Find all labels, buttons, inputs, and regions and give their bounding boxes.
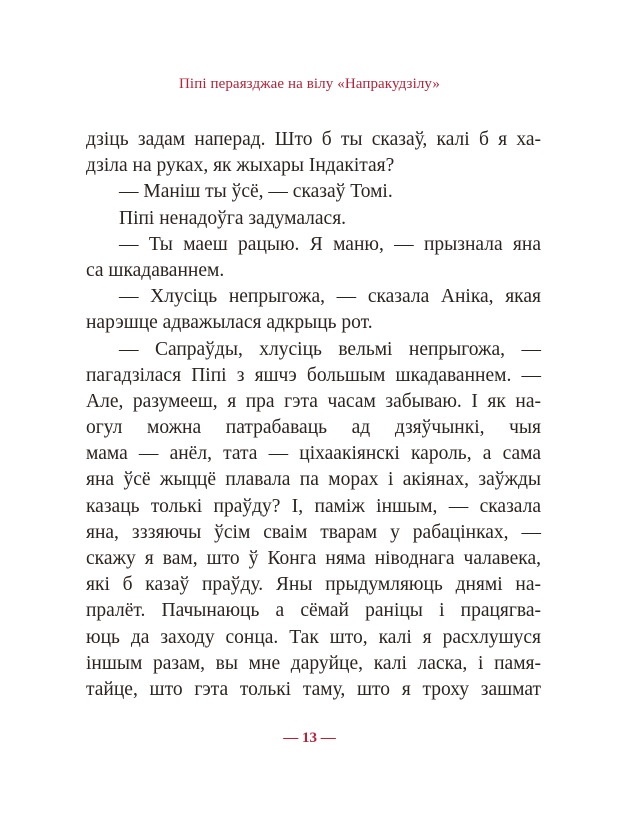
text-line: які б казаў праўду. Яны прыдумляюць днямі на- xyxy=(86,574,541,596)
text-line: — Хлусіць непрыгожа, — сказала Аніка, якая xyxy=(119,286,541,308)
text-line: — Сапраўды, хлусіць вельмі непрыгожа, — xyxy=(119,338,541,360)
text-line: яна ўсё жыццё плавала па морах і акіянах, заўжды xyxy=(86,469,541,491)
text-line: тайце, што гэта толькі таму, што я троху зашмат xyxy=(86,678,541,700)
text-line: іншым разам, вы мне даруйце, калі ласка, і памя- xyxy=(86,652,541,674)
running-head: Піпі пераязджае на вілу «Напракудзілу» xyxy=(179,76,440,92)
text-line: казаць толькі праўду? І, паміж іншым, — сказала xyxy=(86,495,541,517)
text-line: нарэшце адважылася адкрыць рот. xyxy=(86,312,373,334)
body-text xyxy=(86,127,541,703)
text-line: Піпі ненадоўга задумалася. xyxy=(119,207,347,229)
text-line: Але, разумееш, я пра гэта часам забываю. І як на- xyxy=(86,390,541,412)
text-line: огул можна патрабаваць ад дзяўчынкі, чыя xyxy=(86,417,541,439)
text-line: дзіць задам наперад. Што б ты сказаў, калі б я ха- xyxy=(86,129,541,150)
text-line: юць да заходу сонца. Так што, калі я расхлушуся xyxy=(86,626,541,648)
text-line: мама — анёл, тата — ціхаакіянскі кароль, а сама xyxy=(86,443,541,465)
text-line: пралёт. Пачынаюць а сёмай раніцы і працягва- xyxy=(86,600,541,622)
page-number: — 13 — xyxy=(283,730,336,746)
text-line: дзіла на руках, як жыхары Індакітая? xyxy=(86,155,395,177)
text-line: скажу я вам, што ў Конга няма ніводнага чалавека, xyxy=(86,548,541,569)
text-line: — Маніш ты ўсё, — сказаў Томі. xyxy=(119,181,393,203)
text-line: пагадзілася Піпі з яшчэ большым шкадаваннем. — xyxy=(86,364,541,386)
text-line: яна, зззяючы ўсім сваім тварам у рабацінках, — xyxy=(86,521,541,543)
text-line: са шкадаваннем. xyxy=(86,259,225,281)
text-line: — Ты маеш рацыю. Я маню, — прызнала яна xyxy=(119,233,541,255)
